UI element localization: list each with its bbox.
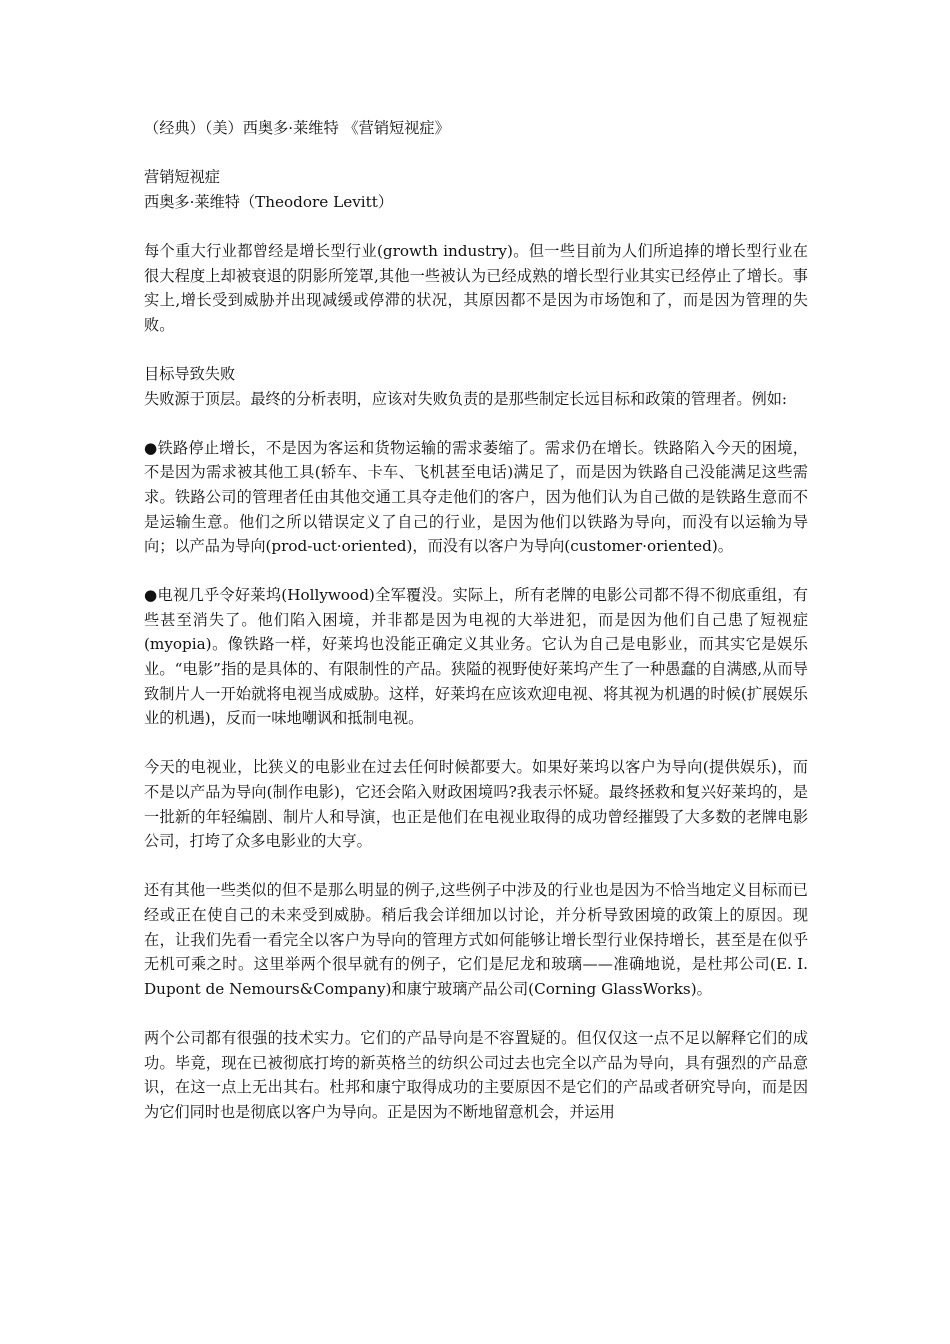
document-page [144, 116, 808, 1149]
bullet-paragraph-railroad: ●铁路停止增长，不是因为客运和货物运输的需求萎缩了。需求仍在增长。铁路陷入今天的困境，不是因为需求被其他工具(轿车、卡车、飞机甚至电话)满足了，而是因为铁路自己没能满足这些需求。铁路公司的管理者任由其他交通工具夺走他们的客户，因为他们认为自己做的是铁路生意而不是运输生意。他们之所以错误定义了自己的行业，是因为他们以铁路为导向，而没有以运输为导向；以产品为导向(prod-uct·oriented)，而没有以客户为导向(customer·oriented)。 [144, 438, 808, 556]
body-paragraph-tv-industry: 今天的电视业，比狭义的电影业在过去任何时候都要大。如果好莱坞以客户为导向(提供娱乐)，而不是以产品为导向(制作电影)，它还会陷入财政困境吗?我表示怀疑。最终拯救和复兴好莱坞的，是一批新的年轻编剧、制片人和导演，也正是他们在电视业取得的成功曾经摧毁了大多数的老牌电影公司，打垮了众多电影业的大亨。 [144, 758, 808, 851]
section-heading: 目标导致失败 [144, 364, 236, 383]
blank-line [144, 141, 808, 166]
author-line: 西奥多·莱维特（Theodore Levitt） [144, 192, 394, 211]
bullet-paragraph-hollywood: ●电视几乎令好莱坞(Hollywood)全军覆没。实际上，所有老牌的电影公司都不得不彻底重组，有些甚至消失了。他们陷入困境，并非都是因为电视的大举进犯，而是因为他们自己患了短视症(myopia)。像铁路一样，好莱坞也没能正确定义其业务。它认为自己是电影业，而其实它是娱乐业。“电影”指的是具体的、有限制性的产品。狭隘的视野使好莱坞产生了一种愚蠢的自满感,从而导致制片人一开始就将电视当成威胁。这样，好莱坞在应该欢迎电视、将其视为机遇的时候(扩展娱乐业的机遇)，反而一味地嘲讽和抵制电视。 [144, 586, 808, 728]
body-paragraph-dupont-corning: 两个公司都有很强的技术实力。它们的产品导向是不容置疑的。但仅仅这一点不足以解释它们的成功。毕竟，现在已被彻底打垮的新英格兰的纺织公司过去也完全以产品为导向，具有强烈的产品意识，在这一点上无出其右。杜邦和康宁取得成功的主要原因不是它们的产品或者研究导向，而是因为它们同时也是彻底以客户为导向。正是因为不断地留意机会，并运用 [144, 1028, 808, 1121]
section-intro-paragraph: 失败源于顶层。最终的分析表明，应该对失败负责的是那些制定长远目标和政策的管理者。例如: [144, 389, 787, 408]
document-header-line: （经典）（美）西奥多·莱维特 《营销短视症》 [144, 119, 450, 137]
intro-paragraph: 每个重大行业都曾经是增长型行业(growth industry)。但一些目前为人们所追捧的增长型行业在很大程度上却被衰退的阴影所笼罩,其他一些被认为已经成熟的增长型行业其实已经停止了增长。事实上,增长受到威胁并出现减缓或停滞的状况，其原因都不是因为市场饱和了，而是因为管理的失败。 [144, 241, 808, 334]
blank-line [144, 214, 808, 239]
body-paragraph-examples: 还有其他一些类似的但不是那么明显的例子,这些例子中涉及的行业也是因为不恰当地定义目标而已经或正在使自己的未来受到威胁。稍后我会详细加以讨论，并分析导致困境的政策上的原因。现在，让我们先看一看完全以客户为导向的管理方式如何能够让增长型行业保持增长，甚至是在似乎无机可乘之时。这里举两个很早就有的例子，它们是尼龙和玻璃——准确地说，是杜邦公司(E. I. Dupont de Nemours&Company)和康宁玻璃产品公司(Corning GlassWorks)。 [144, 881, 808, 998]
document-title: 营销短视症 [144, 168, 220, 187]
